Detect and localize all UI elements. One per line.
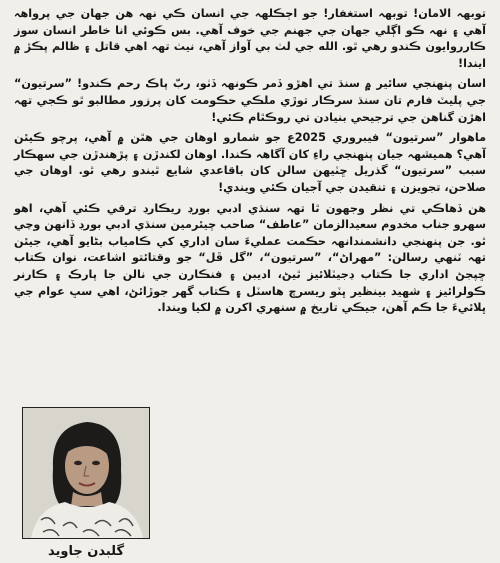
article-body (14, 6, 486, 317)
article-paragraph-2: اسان پنهنجي سائير ۾ سنڌ تي اهڙو ڏمر ڪونهہ ڏٺو، ربّ پاڪ رحم ڪندو! ”سرتيون“ جي پليٽ فارم تان سنڌ سرڪار توڙي ملڪي حڪومت کان پرزور مطالبو ٿو ڪجي تهہ اهڙن گناهن جي ترجيحي بنيادن تي روڪٿام ڪئي! (14, 77, 486, 124)
article-paragraph-4: هن ڏهاڪي تي نظر وجهون ٿا تهہ سنڌي ادبي بورڊ ريڪارڊ ترقي ڪئي آهي، اهو سهرو جناب مخدوم سعيدالزمان ”عاطف“ صاحب چيئرمين سنڌي ادبي بورڊ ڏانهن وڃي ٿو. جن پنهنجي دانشمندانهہ حڪمت عمليءَ سان اداري کي ڪامياب بڻايو آهي، جيئن تهہ ٽنهي رسالن: ”مهراڻ“، ”سرتيون“، ”گل ڦل“ جو وقتائتو اشاعت، نوان ڪتاب ڇپجڻ اداري جا ڪتاب ڊجيٽلائيز ٿيڻ، اديبن ۽ فنڪارن جي نالن جا پارڪ ۽ ڪارنر ڪولرائيز ۽ شهيد بينظير ڀٽو ريسرچ هاسٽل ۽ ڪتاب گهر جوڙائڻ، اهي سڀ عوام جي ڀلائيءَ جا ڪم آهن، جيڪي تاريخ ۾ سنهري اکرن ۾ لکيا ويندا. (14, 201, 486, 315)
author-photo (22, 407, 150, 539)
article-paragraph-1: توبهہ الامان! توبهہ استغفار! جو اڄڪلهہ جي انسان ڪي نهہ هن جهان جي پرواهہ آهي ۽ نهہ ڪو اڳلي جهان جي جهنم جي خوف آهي. بس ڪوئي انا خاطر انسان سوز ڪارروايون ڪندو رهي ٿو. الله جي لٺ بي آواز آهي، نيٺ تهہ اهي قاتل ۽ ظالم پڪڙ ۾ ايندا! (14, 7, 486, 70)
author-name: گلبدن جاويد (47, 544, 125, 559)
author-byline (22, 407, 150, 561)
article-paragraph-3: ماهوار ”سرتيون“ فيبروري 2025ع جو شمارو اوهان جي هٿن ۾ آهي، پرچو ڪيئن آهي؟ هميشهہ جيان پنهنجي راءِ کان آگاهہ ڪندا. اوهان لکندڙن ۽ پڙهندڙن جي سهڪار سبب ”سرتيون“ گذريل ڇٽيهن سالن کان باقاعدي شايع ٿيندو رهي ٿو. اوهان جي صلاحن، تجويزن ۽ تنقيدن جي آجيان ڪئي ويندي! (14, 131, 487, 194)
author-portrait-image (23, 408, 149, 538)
